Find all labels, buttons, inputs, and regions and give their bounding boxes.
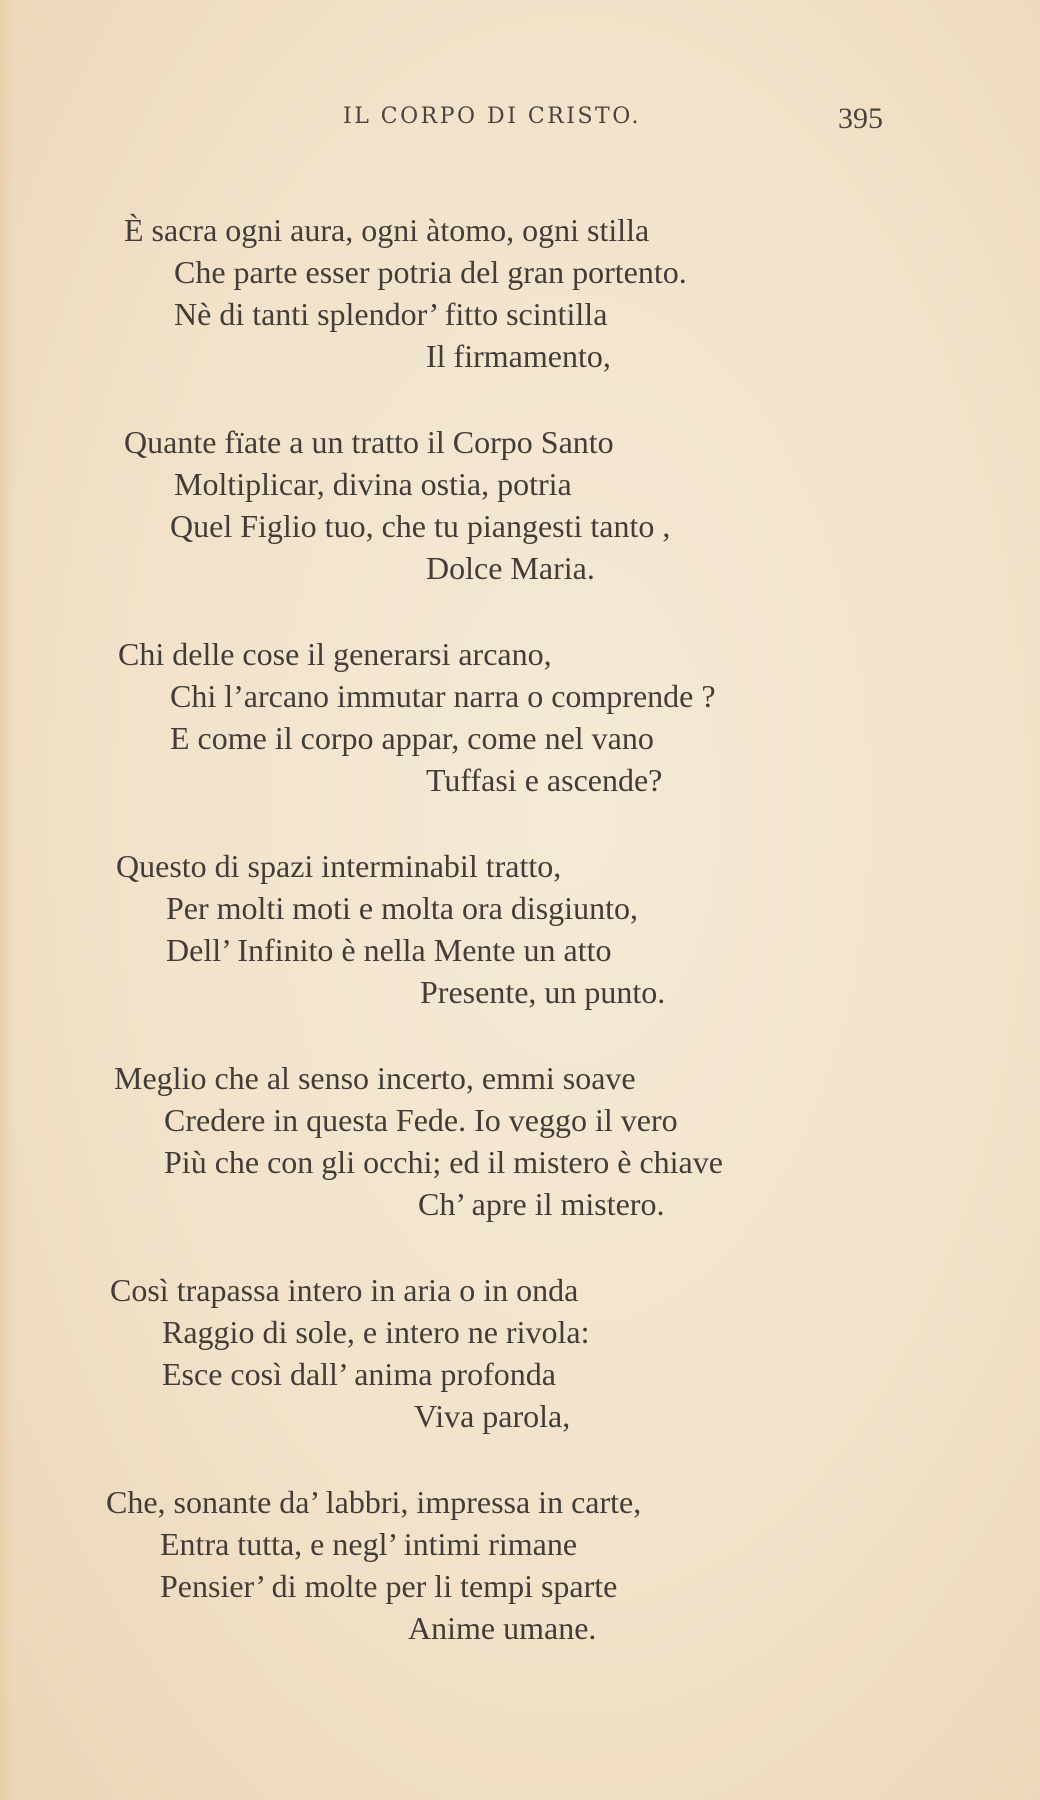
stanza-line: Chi l’arcano immutar narra o comprende ?: [170, 678, 716, 714]
stanza-line: Esce così dall’ anima profonda: [162, 1356, 556, 1392]
stanza-5: [0, 1060, 1040, 1272]
stanza-line: Più che con gli occhi; ed il mistero è chiave: [164, 1144, 723, 1180]
stanza-line: È sacra ogni aura, ogni àtomo, ogni stilla: [124, 212, 650, 248]
running-title: IL CORPO DI CRISTO.: [343, 104, 641, 129]
page-number: 395: [838, 102, 883, 135]
stanza-line: Anime umane.: [408, 1610, 597, 1646]
stanza-line: Ch’ apre il mistero.: [418, 1186, 665, 1222]
stanza-line: Tuffasi e ascende?: [426, 762, 663, 798]
stanza-3: [0, 636, 1040, 848]
stanza-line: Chi delle cose il generarsi arcano,: [118, 636, 552, 672]
stanza-line: Questo di spazi interminabil tratto,: [116, 848, 562, 884]
stanza-2: [0, 424, 1040, 636]
stanza-6: [0, 1272, 1040, 1484]
stanza-line: Dolce Maria.: [426, 550, 595, 586]
poem: [0, 212, 1040, 1696]
running-head: [0, 104, 1040, 144]
stanza-line: Credere in questa Fede. Io veggo il vero: [164, 1102, 678, 1138]
stanza-line: Per molti moti e molta ora disgiunto,: [166, 890, 638, 926]
stanza-line: Che, sonante da’ labbri, impressa in carte,: [106, 1484, 642, 1520]
stanza-line: Dell’ Infinito è nella Mente un atto: [166, 932, 612, 968]
stanza-1: [0, 212, 1040, 424]
stanza-line: Meglio che al senso incerto, emmi soave: [114, 1060, 636, 1096]
stanza-line: Nè di tanti splendor’ fitto scintilla: [174, 296, 608, 332]
stanza-line: Quel Figlio tuo, che tu piangesti tanto ,: [170, 508, 671, 544]
stanza-line: E come il corpo appar, come nel vano: [170, 720, 654, 756]
stanza-line: Quante fïate a un tratto il Corpo Santo: [124, 424, 614, 460]
stanza-line: Raggio di sole, e intero ne rivola:: [162, 1314, 590, 1350]
stanza-line: Che parte esser potria del gran portento.: [174, 254, 687, 290]
stanza-line: Viva parola,: [414, 1398, 571, 1434]
stanza-4: [0, 848, 1040, 1060]
stanza-line: Così trapassa intero in aria o in onda: [110, 1272, 579, 1308]
stanza-line: Il firmamento,: [426, 338, 611, 374]
stanza-7: [0, 1484, 1040, 1696]
stanza-line: Moltiplicar, divina ostia, potria: [174, 466, 572, 502]
stanza-line: Entra tutta, e negl’ intimi rimane: [160, 1526, 578, 1562]
stanza-line: Presente, un punto.: [420, 974, 666, 1010]
stanza-line: Pensier’ di molte per li tempi sparte: [160, 1568, 618, 1604]
